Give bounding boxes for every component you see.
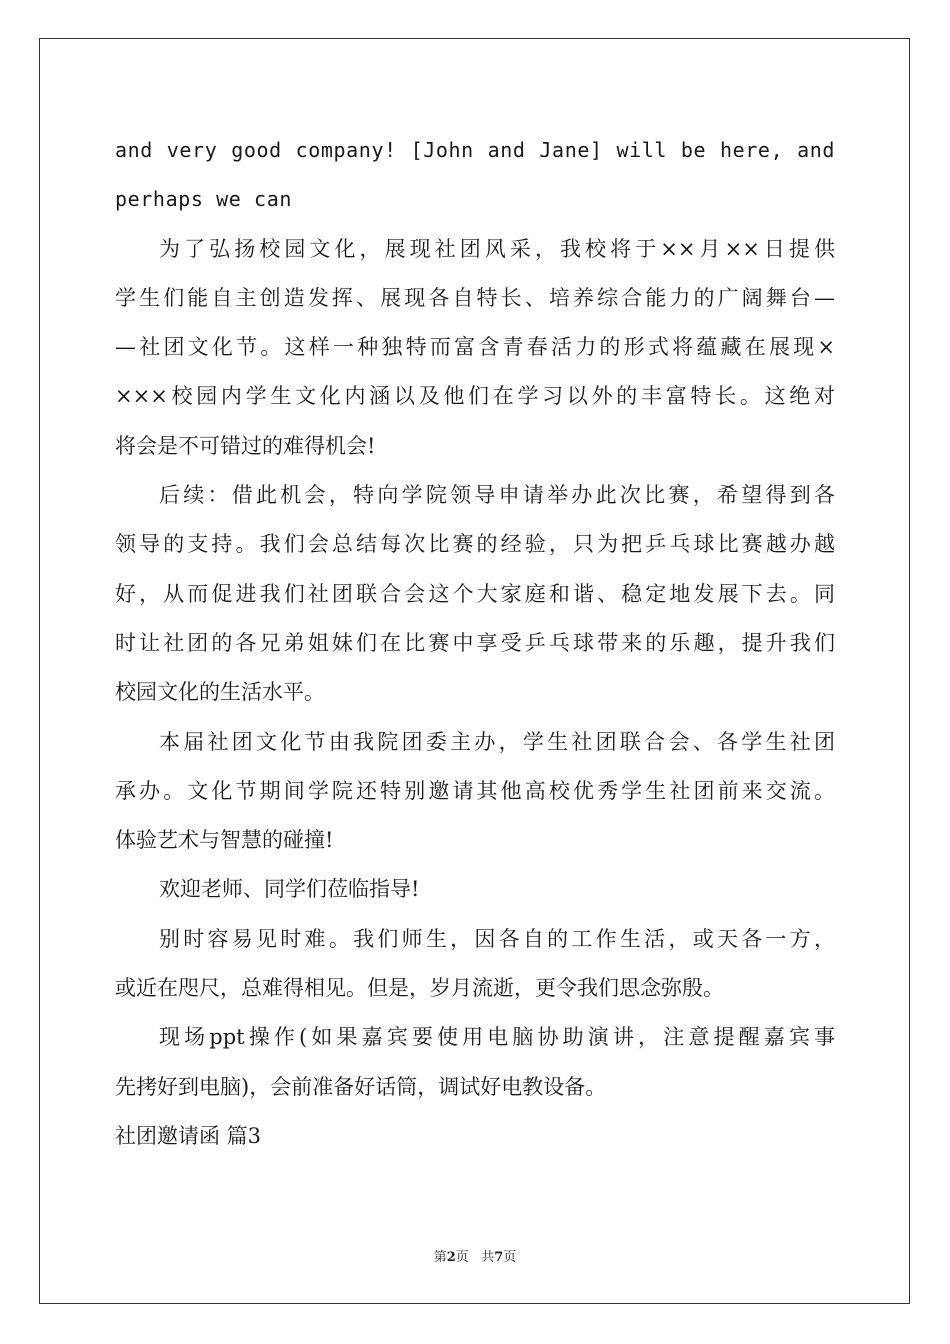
page-number: 2 (446, 1250, 456, 1265)
total-suffix: 页 (503, 1250, 517, 1265)
paragraph-first-line: 本届社团文化节由我院团委主办，学生社团联合会、各学生社团 (159, 729, 835, 754)
paragraph-first-line: 欢迎老师、同学们莅临指导! (159, 877, 420, 902)
total-pages: 7 (494, 1250, 504, 1265)
body-line: 领导的支持。我们会总结每次比赛的经验，只为把乒乓球比赛越办越 (115, 532, 835, 557)
body-line: 校园文化的生活水平。 (115, 680, 325, 705)
body-line: and very good company! [John and Jane] will be here, and (115, 138, 835, 162)
paragraph-first-line: 现场ppt操作(如果嘉宾要使用电脑协助演讲，注意提醒嘉宾事 (159, 1025, 835, 1050)
body-line: 时让社团的各兄弟姐妹们在比赛中享受乒乓球带来的乐趣，提升我们 (115, 630, 835, 655)
body-line: 承办。文化节期间学院还特别邀请其他高校优秀学生社团前来交流。 (115, 778, 835, 803)
body-line: 体验艺术与智慧的碰撞! (115, 828, 334, 853)
page-footer (0, 1246, 950, 1265)
paragraph-first-line: 为了弘扬校园文化，展现社团风采，我校将于××月××日提供 (159, 236, 835, 261)
body-line: perhaps we can (115, 187, 292, 212)
body-line: —社团文化节。这样一种独特而富含青春活力的形式将蕴藏在展现× (115, 335, 835, 360)
paragraph-first-line: 后续：借此机会，特向学院领导申请举办此次比赛，希望得到各 (159, 483, 835, 508)
body-line: 好，从而促进我们社团联合会这个大家庭和谐、稳定地发展下去。同 (115, 581, 835, 606)
document-body (115, 126, 835, 1161)
section-heading: 社团邀请函 篇3 (115, 1123, 262, 1148)
body-line: 或近在咫尺，总难得相见。但是，岁月流逝，更令我们思念弥殷。 (115, 976, 724, 1001)
page-suffix: 页 (455, 1250, 469, 1265)
paragraph-first-line: 别时容易见时难。我们师生，因各自的工作生活，或天各一方， (159, 926, 835, 951)
body-line: ×××校园内学生文化内涵以及他们在学习以外的丰富特长。这绝对 (115, 384, 835, 409)
body-line: 先拷好到电脑)，会前准备好话筒，调试好电教设备。 (115, 1074, 607, 1099)
total-prefix: 共 (481, 1250, 495, 1265)
body-line: 学生们能自主创造发挥、展现各自特长、培养综合能力的广阔舞台— (115, 285, 835, 310)
page-prefix: 第 (433, 1250, 447, 1265)
body-line: 将会是不可错过的难得机会! (115, 433, 376, 458)
